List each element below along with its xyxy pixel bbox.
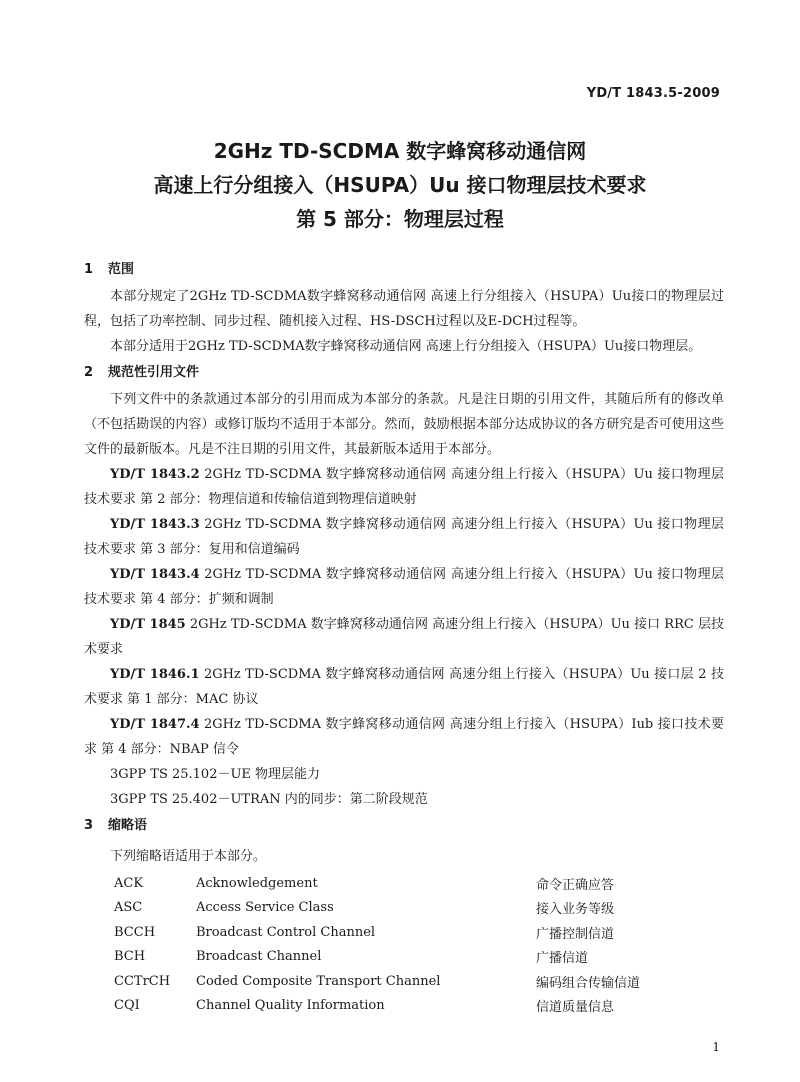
reference-item bbox=[84, 712, 724, 762]
abbreviation: ACK bbox=[114, 875, 144, 891]
section-3-heading bbox=[84, 812, 724, 840]
abbreviation: CQI bbox=[114, 998, 140, 1014]
reference-code: YD/T 1843.3 bbox=[110, 517, 200, 532]
reference-item bbox=[84, 612, 724, 662]
abbreviation-english: Broadcast Channel bbox=[196, 949, 322, 965]
table-row bbox=[114, 994, 696, 1019]
reference-text: 2GHz TD-SCDMA 数字蜂窝移动通信网 高速分组上行接入（HSUPA）Uu 接口层 2 技术要求 第 1 部分：MAC 协议 bbox=[84, 667, 724, 707]
abbreviation: BCCH bbox=[114, 924, 156, 940]
standard-number: YD/T 1843.5-2009 bbox=[586, 86, 720, 101]
reference-code: YD/T 1843.2 bbox=[110, 467, 200, 482]
document-body bbox=[84, 256, 724, 1018]
reference-code: YD/T 1847.4 bbox=[110, 717, 200, 732]
title-line-2: 高速上行分组接入（HSUPA）Uu 接口物理层技术要求 bbox=[153, 173, 647, 197]
table-row bbox=[114, 945, 696, 970]
abbreviation-chinese: 命令正确应答 bbox=[536, 877, 615, 893]
document-title bbox=[0, 134, 800, 236]
title-line-1: 2GHz TD-SCDMA 数字蜂窝移动通信网 bbox=[213, 139, 587, 163]
section-1-number: 1 bbox=[84, 262, 94, 277]
table-row bbox=[114, 920, 696, 945]
section-2-number: 2 bbox=[84, 365, 94, 380]
abbreviation-english: Acknowledgement bbox=[196, 875, 318, 891]
abbreviation-english: Coded Composite Transport Channel bbox=[196, 973, 441, 989]
reference-item bbox=[84, 512, 724, 562]
reference-code: YD/T 1843.4 bbox=[110, 567, 200, 582]
reference-item bbox=[84, 662, 724, 712]
abbreviation-english: Broadcast Control Channel bbox=[196, 924, 376, 940]
section-1-paragraph-1: 本部分规定了2GHz TD-SCDMA数字蜂窝移动通信网 高速上行分组接入（HSUPA）Uu接口的物理层过程，包括了功率控制、同步过程、随机接入过程、HS-DSCH过程以及E-DCH过程等。 bbox=[84, 289, 724, 329]
abbreviation-chinese: 广播信道 bbox=[536, 951, 589, 967]
section-3-intro: 下列缩略语适用于本部分。 bbox=[110, 849, 267, 864]
reference-item bbox=[84, 562, 724, 612]
table-row bbox=[114, 871, 696, 896]
abbreviation-chinese: 广播控制信道 bbox=[536, 926, 615, 942]
abbreviation-chinese: 接入业务等级 bbox=[536, 902, 615, 918]
section-3-number: 3 bbox=[84, 818, 94, 833]
reference-text: 2GHz TD-SCDMA 数字蜂窝移动通信网 高速分组上行接入（HSUPA）Iub 接口技术要求 第 4 部分：NBAP 信令 bbox=[84, 717, 724, 757]
reference-text: 2GHz TD-SCDMA 数字蜂窝移动通信网 高速分组上行接入（HSUPA）Uu 接口物理层技术要求 第 2 部分：物理信道和传输信道到物理信道映射 bbox=[84, 467, 724, 507]
abbreviation: ASC bbox=[114, 900, 143, 916]
reference-item bbox=[84, 462, 724, 512]
reference-text: 2GHz TD-SCDMA 数字蜂窝移动通信网 高速分组上行接入（HSUPA）Uu 接口物理层技术要求 第 4 部分：扩频和调制 bbox=[84, 567, 724, 607]
section-3-title: 缩略语 bbox=[108, 818, 148, 833]
section-2-heading bbox=[84, 359, 724, 387]
reference-3gpp-25402: 3GPP TS 25.402－UTRAN 内的同步：第二阶段规范 bbox=[110, 792, 428, 807]
reference-text: 2GHz TD-SCDMA 数字蜂窝移动通信网 高速分组上行接入（HSUPA）Uu 接口 RRC 层技术要求 bbox=[84, 617, 724, 657]
section-1-title: 范围 bbox=[108, 262, 135, 277]
abbreviation: BCH bbox=[114, 949, 146, 965]
reference-code: YD/T 1846.1 bbox=[110, 667, 200, 682]
page-number: 1 bbox=[712, 1040, 720, 1054]
abbreviation-english: Channel Quality Information bbox=[196, 998, 385, 1014]
abbreviations-table bbox=[114, 871, 696, 1018]
abbreviation: CCTrCH bbox=[114, 973, 171, 989]
title-line-3: 第 5 部分：物理层过程 bbox=[296, 207, 504, 231]
abbreviation-english: Access Service Class bbox=[196, 900, 334, 916]
reference-3gpp-25102: 3GPP TS 25.102－UE 物理层能力 bbox=[110, 767, 321, 782]
abbreviation-chinese: 编码组合传输信道 bbox=[536, 975, 641, 991]
section-1-paragraph-2: 本部分适用于2GHz TD-SCDMA数字蜂窝移动通信网 高速上行分组接入（HSUPA）Uu接口物理层。 bbox=[110, 339, 702, 354]
reference-text: 2GHz TD-SCDMA 数字蜂窝移动通信网 高速分组上行接入（HSUPA）Uu 接口物理层技术要求 第 3 部分：复用和信道编码 bbox=[84, 517, 724, 557]
section-1-heading bbox=[84, 256, 724, 284]
table-row bbox=[114, 969, 696, 994]
reference-code: YD/T 1845 bbox=[110, 617, 186, 632]
section-2-title: 规范性引用文件 bbox=[108, 365, 200, 380]
section-2-intro: 下列文件中的条款通过本部分的引用而成为本部分的条款。凡是注日期的引用文件，其随后所有的修改单（不包括勘误的内容）或修订版均不适用于本部分。然而，鼓励根据本部分达成协议的各方研究是否可使用这些文件的最新版本。凡是不注日期的引用文件，其最新版本适用于本部分。 bbox=[84, 392, 724, 457]
abbreviation-chinese: 信道质量信息 bbox=[536, 1000, 615, 1016]
table-row bbox=[114, 896, 696, 921]
